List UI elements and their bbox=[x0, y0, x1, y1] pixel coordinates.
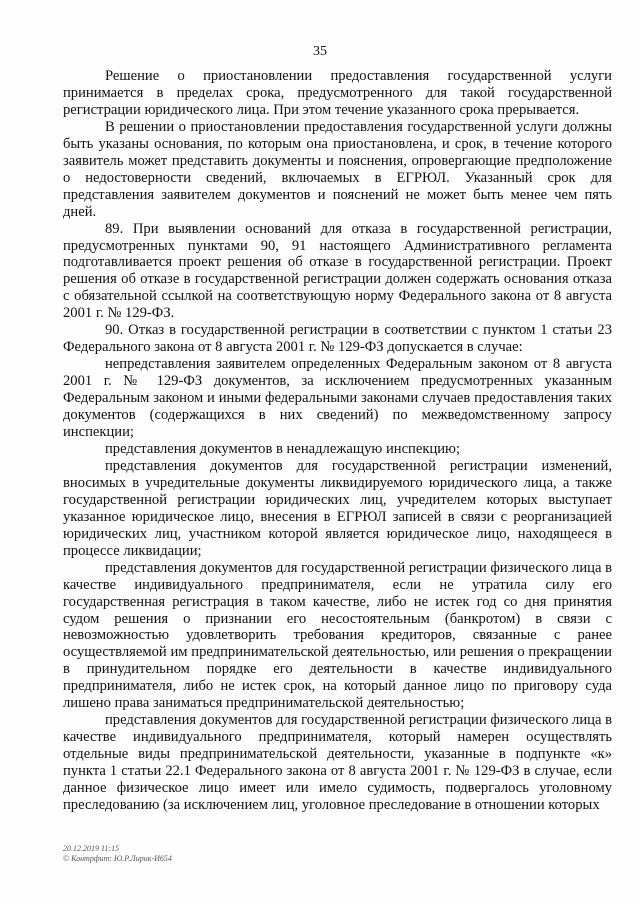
refusal-case-liquidation: представления документов для государственной регистрации изменений, вносимых в учредительные документы ликвидируемого юридического лица, а также государственной регистрации юридических лиц, учредителем которых выступает указанное юридическое лицо, внесения в ЕГРЮЛ записей в связи с реорганизацией юридических лиц, участником которой является юридическое лицо, находящееся в процессе ликвидации; bbox=[63, 457, 612, 559]
page-number: 35 bbox=[313, 44, 327, 59]
paragraph-suspension-grounds: В решении о приостановлении предоставления государственной услуги должны быть указаны основания, по которым она приостановлена, и срок, в течение которого заявитель может представить документы и пояснения, опровергающие предположение о недостоверности сведений, включаемых в ЕГРЮЛ. Указанный срок для представления заявителем документов и пояснений не может быть менее чем пять дней. bbox=[63, 118, 612, 220]
document-body bbox=[63, 68, 612, 814]
paragraph-89: 89. При выявлении оснований для отказа в государственной регистрации, предусмотренных пунктами 90, 91 настоящего Административного регламента подготавливается проект решения об отказе в государственной регистрации. Проект решения об отказе в государственной регистрации должен содержать основания отказа с обязательной ссылкой на соответствующую норму Федерального закона от 8 августа 2001 г. № 129-ФЗ. bbox=[63, 220, 612, 322]
footer-timestamp: 20.12.2019 11:15 bbox=[63, 844, 120, 853]
paragraph-suspension-decision: Решение о приостановлении предоставления государственной услуги принимается в пределах срока, предусмотренного для такой государственной регистрации юридического лица. При этом течение указанного срока прерывается. bbox=[63, 68, 612, 118]
refusal-case-entrepreneur-registration: представления документов для государственной регистрации физического лица в качестве индивидуального предпринимателя, если не утратила силу его государственная регистрация в таком качестве, либо не истек год со дня принятия судом решения о признании его несостоятельным (банкротом) в связи с невозможностью удовлетворить требования кредиторов, связанные с ранее осуществляемой им предпринимательской деятельностью, или решения о прекращении в принудительном порядке его деятельности в качестве индивидуального предпринимателя, либо не истек срок, на который данное лицо по приговору суда лишено права заниматься предпринимательской деятельностью; bbox=[63, 559, 612, 712]
refusal-case-wrong-inspection: представления документов в ненадлежащую инспекцию; bbox=[105, 440, 461, 457]
refusal-case-criminal-record: представления документов для государственной регистрации физического лица в качестве индивидуального предпринимателя, который намерен осуществлять отдельные виды предпринимательской деятельности, указанные в подпункте «к» пункта 1 статьи 22.1 Федерального закона от 8 августа 2001 г. № 129-ФЗ в случае, если данное физическое лицо имеет или имело судимость, подвергалось уголовному преследованию (за исключением лиц, уголовное преследование в отношении которых bbox=[63, 712, 612, 813]
footer-document-id: © Контрфит: Ю.Р.Лирик-И654 bbox=[63, 854, 172, 863]
paragraph-90: 90. Отказ в государственной регистрации в соответствии с пунктом 1 статьи 23 Федерального закона от 8 августа 2001 г. № 129-ФЗ допускается в случае: bbox=[63, 322, 612, 356]
refusal-case-non-submission: непредставления заявителем определенных Федеральным законом от 8 августа 2001 г. № 129-ФЗ документов, за исключением предусмотренных указанным Федеральным законом и иными федеральными законами случаев предоставления таких документов (содержащихся в них сведений) по межведомственному запросу инспекции; bbox=[63, 356, 612, 441]
footer-stamp bbox=[63, 844, 172, 864]
